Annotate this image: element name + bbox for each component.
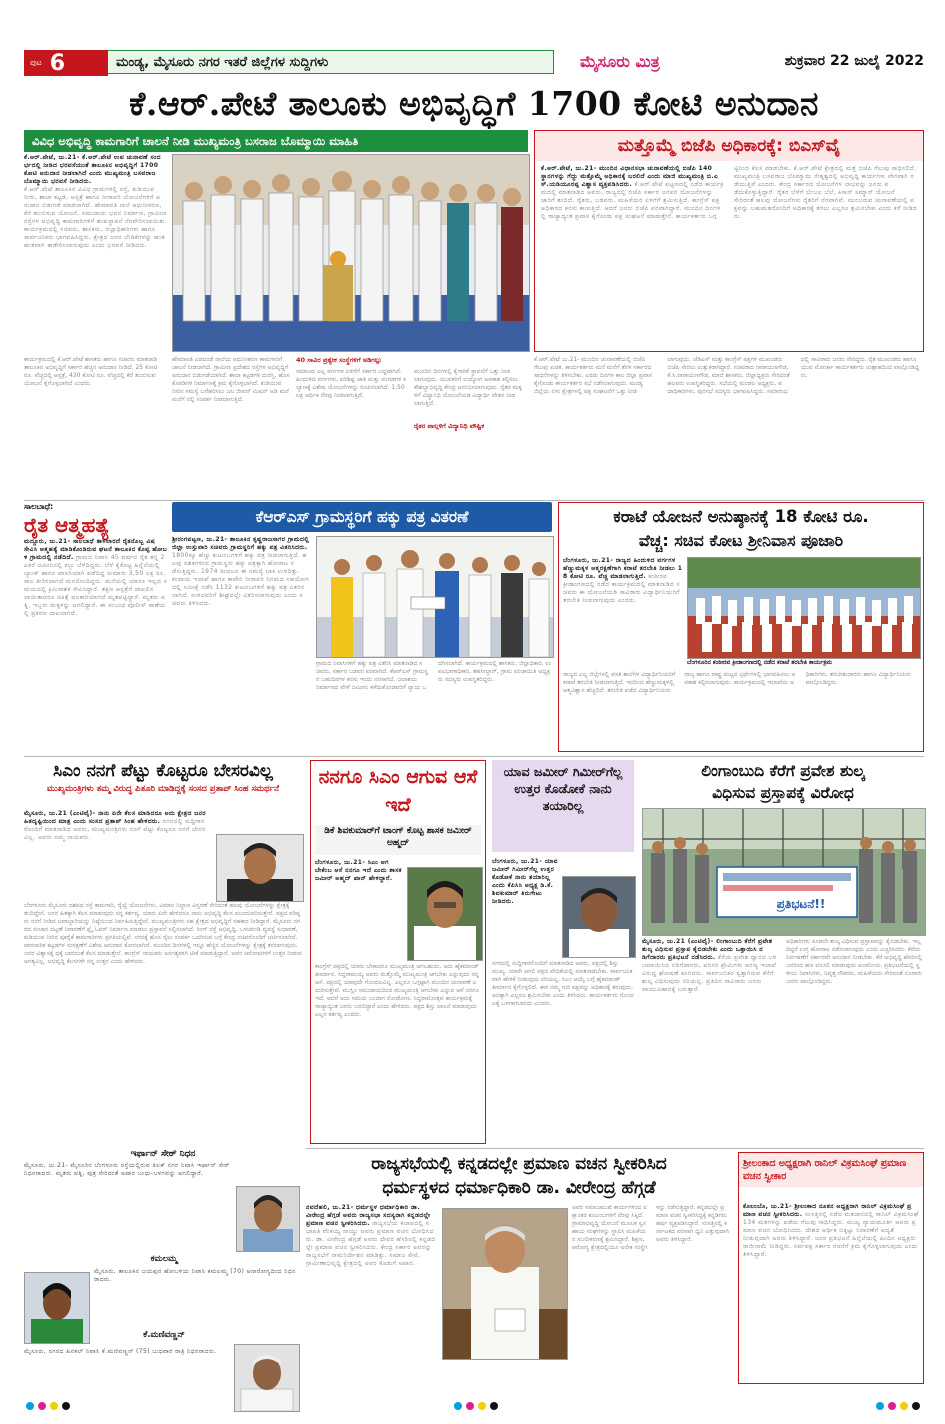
obit-irfan-title: ಇರ್ಫಾನ್ ಸೇಠ್ ನಿಧನ [130,1149,196,1159]
karate-photo-caption: ಬೆಂಗಳೂರಿನ ಕಂಠೀರವ ಕ್ರೀಡಾಂಗಣದಲ್ಲಿ ನಡೆದ ಕರಾಟೆ ತರಬೇತಿ ಕಾರ್ಯಕ್ರಮ [687,659,832,666]
cm-article [24,760,302,1144]
cm-body: ಮೈಸೂರು, ಜು.21 (ಎಂಟಿವೈ)- ನಾನು ಏನೇ ಕೆಲಸ ಮಾಡಿದರೂ ಅದು ಕ್ಷೇತ್ರದ ಜನರ ಹಿತದೃಷ್ಟಿಯಿಂದ ಮಾತ್ರ ಎಂದು ಸಂಸದ ಪ್ರತಾಪ್ ಸಿಂಹ ಹೇಳಿದರು. ನಗರದಲ್ಲಿ ಸುದ್ದಿಗಾರರೊಂದಿಗೆ ಮಾತನಾಡಿದ ಅವರು, ಮುಖ್ಯಮಂತ್ರಿಗಳು ನನಗೆ ಪೆಟ್ಟು ಕೊಟ್ಟರೂ ನನಗೆ ಬೇಸರವಿಲ್ಲ. ಅವರು ನಮ್ಮ ನಾಯಕರು. [24,810,206,841]
farmer-kicker: ಸಾಲಬಾಧೆ: [24,502,54,511]
page-label: ಪುಟ [30,58,42,67]
obit-kamalamma-text: ಮೈಸೂರು, ತಾಲೂಕಿನ ಜಯಪುರ ಹೋಬಳಿಯ ನಿವಾಸಿ ಕಮಲಮ್ಮ (70) ಅನಾರೋಗ್ಯದಿಂದ ನಿಧನರಾದರು. [94,1268,296,1283]
karate-body-bottom: ರಾಜ್ಯದ ಎಲ್ಲ ಜಿಲ್ಲೆಗಳಲ್ಲಿ ವಸತಿ ಶಾಲೆಗಳ ವಿದ್ಯಾರ್ಥಿನಿಯರಿಗೆ ಕರಾಟೆ ತರಬೇತಿ ನೀಡಲಾಗುತ್ತಿದೆ. ಇದರಿಂದ ಹೆಣ್ಣುಮಕ್ಕಳಲ್ಲಿ ಆತ್ಮವಿಶ್ವಾಸ ಹೆಚ್ಚಲಿದೆ. ತರಬೇತಿ ಪಡೆದ ವಿದ್ಯಾರ್ಥಿನಿಯರು ರಾಜ್ಯ ಹಾಗೂ ರಾಷ್ಟ್ರ ಮಟ್ಟದ ಸ್ಪರ್ಧೆಗಳಲ್ಲಿ ಭಾಗವಹಿಸಲು ಅವಕಾಶ ಕಲ್ಪಿಸಲಾಗುವುದು. ಕಾರ್ಯಕ್ರಮದಲ್ಲಿ ಇಲಾಖೆಯ ಅಧಿಕಾರಿಗಳು, ತರಬೇತುದಾರರು ಹಾಗೂ ವಿದ್ಯಾರ್ಥಿನಿಯರು ಪಾಲ್ಗೊಂಡಿದ್ದರು. [563,671,912,694]
zameer-body: ಬೆಂಗಳೂರು, ಜು.21- ಯಾವ ಜಮೀರ್ ಗಿಮೀರ್‌ಗೆಲ್ಲ ಉತ್ತರ ಕೊಡೋಕೆ ನಾನು ತಯಾರಿಲ್ಲ ಎಂದು ಕೆಪಿಸಿಸಿ ಅಧ್ಯಕ್ಷ ಡಿ.ಕೆ.ಶಿವಕುಮಾರ್ ತಿರುಗೇಟು ನೀಡಿದರು. [492,858,558,905]
page-number-box [24,50,108,76]
krs-body-right: ಗ್ರಾಮದ ನಿವಾಸಿಗಳಿಗೆ ಹಕ್ಕು ಪತ್ರ ವಿತರಿಸಿ ಮಾತನಾಡಿದ ಸಚಿವರು, ಸರ್ಕಾರ ಬಡವರ ಪರವಾಗಿದೆ. ಕೆಆರ್‌ಎಸ್ ಗ್ರಾಮಸ್ಥರ ಬಹುದಿನಗಳ ಕನಸು ಇಂದು ನನಸಾಗಿದೆ. ಜಲಾಶಯ ನಿರ್ಮಾಣದ ವೇಳೆ ಜಮೀನು ಕಳೆದುಕೊಂಡವರಿಗೆ ನ್ಯಾಯ ಒದಗಿಸಲಾಗಿದೆ. ಕಾರ್ಯಕ್ರಮದಲ್ಲಿ ಶಾಸಕರು, ಜಿಲ್ಲಾಧಿಕಾರಿ, ಉಪವಿಭಾಗಾಧಿಕಾರಿ, ತಹಸೀಲ್ದಾರ್, ಗ್ರಾಮ ಪಂಚಾಯಿತಿ ಅಧ್ಯಕ್ಷರು ಸದಸ್ಯರು ಉಪಸ್ಥಿತರಿದ್ದರು. [316,660,552,691]
lanka-headline: ಶ್ರೀಲಂಕಾದ ಅಧ್ಯಕ್ಷರಾಗಿ ರಾನಿಲ್ ವಿಕ್ರಮಸಿಂಘೆ ಪ್ರಮಾಣ ವಚನ ಸ್ವೀಕಾರ [739,1153,923,1187]
krs-headline: ಕೆಆರ್‌ಎಸ್ ಗ್ರಾಮಸ್ಥರಿಗೆ ಹಕ್ಕು ಪತ್ರ ವಿತರಣೆ [172,502,552,532]
zameer-headline: ಯಾವ ಜಮೀರ್ ಗಿಮೀರ್‌ಗೆಲ್ಲ ಉತ್ತರ ಕೊಡೋಕೆ ನಾನು ತಯಾರಿಲ್ಲ [492,760,634,852]
lake-protest-photo [643,809,925,935]
lead-body-column [24,154,168,350]
lanka-article [738,1152,924,1384]
bsy-body: ಕೆ.ಆರ್.ಪೇಟೆ, ಜು.21- ಮುಂದಿನ ವಿಧಾನಸಭಾ ಚುನಾವಣೆಯಲ್ಲಿ ಬಿಜೆಪಿ 140 ಸ್ಥಾನಗಳನ್ನು ಗೆದ್ದು ಮತ್ತೊಮ್ಮೆ ಅಧಿಕಾರಕ್ಕೆ ಬರಲಿದೆ ಎಂದು ಮಾಜಿ ಮುಖ್ಯಮಂತ್ರಿ ಬಿ.ಎಸ್.ಯಡಿಯೂರಪ್ಪ ವಿಶ್ವಾಸ ವ್ಯಕ್ತಪಡಿಸಿದರು. ಕೆ.ಆರ್.ಪೇಟೆ ಪಟ್ಟಣದಲ್ಲಿ ನಡೆದ ಕಾರ್ಯಕ್ರಮದಲ್ಲಿ ಮಾತನಾಡಿದ ಅವರು, ರಾಜ್ಯದಲ್ಲಿ ಬಿಜೆಪಿ ಸರ್ಕಾರ ಜನಪರ ಯೋಜನೆಗಳನ್ನು ಜಾರಿಗೆ ತಂದಿದೆ. ರೈತರು, ಬಡವರು, ಮಹಿಳೆಯರ ಏಳಿಗೆಗೆ ಶ್ರಮಿಸುತ್ತಿದೆ. ಕಾಂಗ್ರೆಸ್ ಪಕ್ಷ ಅಧಿಕಾರದ ಕನಸು ಕಾಣುತ್ತಿದೆ. ಆದರೆ ಜನರು ಬಿಜೆಪಿ ಪರವಾಗಿದ್ದಾರೆ. ಮುಂದಿನ ದಿನಗಳಲ್ಲಿ ರಾಜ್ಯಾದ್ಯಂತ ಪ್ರವಾಸ ಕೈಗೊಂಡು ಪಕ್ಷ ಸಂಘಟನೆ ಮಾಡುತ್ತೇನೆ. ಕಾರ್ಯಕರ್ತರು ಒಗ್ಗಟ್ಟಿನಿಂದ ಕೆಲಸ ಮಾಡಬೇಕು. ಕೆ.ಆರ್.ಪೇಟೆ ಕ್ಷೇತ್ರದಲ್ಲಿ ಮತ್ತೆ ಬಿಜೆಪಿ ಗೆಲುವು ಸಾಧಿಸಲಿದೆ. ಮುಖ್ಯಮಂತ್ರಿ ಬಸವರಾಜ ಬೊಮ್ಮಾಯಿ ನೇತೃತ್ವದಲ್ಲಿ ಅಭಿವೃದ್ಧಿ ಕಾರ್ಯಗಳು ವೇಗವಾಗಿ ನಡೆಯುತ್ತಿವೆ ಎಂದರು. ಕೇಂದ್ರ ಸರ್ಕಾರದ ಯೋಜನೆಗಳ ಲಾಭವನ್ನು ಜನರು ಪಡೆದುಕೊಳ್ಳುತ್ತಿದ್ದಾರೆ. ರೈತರ ಬೆಳೆಗೆ ಬೆಂಬಲ ಬೆಲೆ, ಕಿಸಾನ್ ಸಮ್ಮಾನ್ ಯೋಜನೆ ಸೇರಿದಂತೆ ಹಲವು ಯೋಜನೆಗಳು ರೈತರಿಗೆ ನೆರವಾಗಿವೆ. ಮುಂಬರುವ ಚುನಾವಣೆಯಲ್ಲಿ ಪಕ್ಷವನ್ನು ಬಹುಮತದೊಂದಿಗೆ ಅಧಿಕಾರಕ್ಕೆ ತರಲು ಎಲ್ಲರೂ ಶ್ರಮಿಸಬೇಕು ಎಂದು ಕರೆ ನೀಡಿದರು. [541,165,917,220]
obit-kamalamma-photo [24,1272,90,1344]
divider-row1 [24,500,924,501]
lake-headline: ಲಿಂಗಾಂಬುದಿ ಕೆರೆಗೆ ಪ್ರವೇಶ ಶುಲ್ಕ [701,762,865,780]
lead-photo-image [173,155,529,351]
oath-photo [442,1208,568,1360]
lake-article [642,760,924,1144]
dks-body: ಬೆಂಗಳೂರು, ಜು.21- ಸಿಎಂ ಆಗಬೇಕೆಂಬ ಆಸೆ ನನಗೂ ಇದೆ ಎಂದು ಶಾಸಕ ಜಮೀರ್ ಅಹ್ಮದ್ ಖಾನ್ ಹೇಳಿದ್ದಾರೆ. [315,859,402,882]
lead-continuation-col4: ಮುಂದಿನ ದಿನಗಳಲ್ಲಿ ಕೈಗಾರಿಕೆ ಸ್ಥಾಪನೆಗೆ ಒತ್ತು ನೀಡಲಾಗುವುದು. ಯುವಕರಿಗೆ ಉದ್ಯೋಗ ಅವಕಾಶ ಕಲ್ಪಿಸಲು ಕೌಶಲ್ಯಾಭಿವೃದ್ಧಿ ಕೇಂದ್ರ ಆರಂಭಿಸಲಾಗುವುದು. ರೈತರ ಮಕ್ಕಳಿಗೆ ವಿದ್ಯಾನಿಧಿ ಯೋಜನೆಯಡಿ ವಿದ್ಯಾರ್ಥಿ ವೇತನ ನೀಡಲಾಗುತ್ತಿದೆ. [414,368,522,407]
dk-shivakumar-photo [563,877,635,957]
krs-body-left: ಶ್ರೀರಂಗಪಟ್ಟಣ, ಜು.21- ತಾಲೂಕಿನ ಕೃಷ್ಣರಾಜಸಾಗರ ಗ್ರಾಮದಲ್ಲಿ ಜಿಲ್ಲಾ ಉಸ್ತುವಾರಿ ಸಚಿವರು ಗ್ರಾಮಸ್ಥರಿಗೆ ಹಕ್ಕು ಪತ್ರ ವಿತರಿಸಿದರು. 1800ಕ್ಕೂ ಹೆಚ್ಚು ಕುಟುಂಬಗಳಿಗೆ ಹಕ್ಕು ಪತ್ರ ನೀಡಲಾಗುತ್ತಿದೆ. ಹಲವು ದಶಕಗಳಿಂದ ಗ್ರಾಮಸ್ಥರು ಹಕ್ಕು ಪತ್ರಕ್ಕಾಗಿ ಹೋರಾಟ ನಡೆಸುತ್ತಿದ್ದರು. 1974 ರಿಂದಲೂ ಈ ಸಮಸ್ಯೆ ಬಾಕಿ ಉಳಿದಿತ್ತು. ಕಂದಾಯ ಇಲಾಖೆ ಹಾಗೂ ಕಾವೇರಿ ನೀರಾವರಿ ನಿಗಮದ ಸಹಯೋಗದಲ್ಲಿ ಸಮೀಕ್ಷೆ ನಡೆಸಿ 1132 ಕುಟುಂಬಗಳಿಗೆ ಹಕ್ಕು ಪತ್ರ ವಿತರಿಸಲಾಗಿದೆ. ಉಳಿದವರಿಗೆ ಶೀಘ್ರದಲ್ಲೇ ವಿತರಿಸಲಾಗುವುದು ಎಂದು ಸಚಿವರು ತಿಳಿಸಿದರು. [172,536,310,607]
karate-article [558,502,924,752]
lake-body: ಮೈಸೂರು, ಜು.21 (ಎಂಟಿವೈ)- ಲಿಂಗಾಂಬುದಿ ಕೆರೆಗೆ ಪ್ರವೇಶ ಶುಲ್ಕ ವಿಧಿಸುವ ಪ್ರಸ್ತಾಪ ಕೈಬಿಡಬೇಕು ಎಂದು ಒತ್ತಾಯಿಸಿ ನಡಿಗೆದಾರರು ಪ್ರತಿಭಟನೆ ನಡೆಸಿದರು. ಕೆರೆಯ ಪ್ರವೇಶ ದ್ವಾರದ ಬಳಿ ಜಮಾಯಿಸಿದ ನಡಿಗೆದಾರರು, ಪರಿಸರ ಪ್ರೇಮಿಗಳು ಅರಣ್ಯ ಇಲಾಖೆ ವಿರುದ್ಧ ಘೋಷಣೆ ಕೂಗಿದರು. ಸಾರ್ವಜನಿಕರ ಸ್ವತ್ತಾಗಿರುವ ಕೆರೆಗೆ ಶುಲ್ಕ ವಿಧಿಸುವುದು ಸರಿಯಲ್ಲ. ಪ್ರತಿದಿನ ಸಾವಿರಾರು ಜನರು ವಾಯುವಿಹಾರಕ್ಕೆ ಬರುತ್ತಾರೆ. [642,938,777,993]
oath-body-right: ಅವರ ಸಮಾಜಮುಖಿ ಕಾರ್ಯಗಳಿಂದ ಲಕ್ಷಾಂತರ ಕುಟುಂಬಗಳಿಗೆ ನೆರವು ಸಿಕ್ಕಿದೆ. ಗ್ರಾಮಾಭಿವೃದ್ಧಿ ಯೋಜನೆ ಮೂಲಕ ಸ್ವಸಹಾಯ ಸಂಘಗಳನ್ನು ಸ್ಥಾಪಿಸಿ ಮಹಿಳೆಯರ ಸಬಲೀಕರಣಕ್ಕೆ ಶ್ರಮಿಸಿದ್ದಾರೆ. ಶಿಕ್ಷಣ, ಆರೋಗ್ಯ ಕ್ಷೇತ್ರದಲ್ಲಿಯೂ ಅನೇಕ ಸಂಸ್ಥೆಗಳನ್ನು ನಡೆಸುತ್ತಿದ್ದಾರೆ. ಕನ್ನಡದಲ್ಲೇ ಪ್ರಮಾಣ ವಚನ ಸ್ವೀಕರಿಸಿದ್ದಕ್ಕೆ ಕನ್ನಡಿಗರು ಹರ್ಷ ವ್ಯಕ್ತಪಡಿಸಿದ್ದಾರೆ. ಸಂಸತ್ತಿನಲ್ಲಿ ಕರ್ನಾಟಕದ ಪರವಾಗಿ ಧ್ವನಿ ಎತ್ತುವುದಾಗಿ ಅವರು ತಿಳಿಸಿದ್ದಾರೆ. [572,1204,729,1251]
lead-subsection-title: ರೈತರ ಪಾಲ್ಗಳಿಗೆ ವಿದ್ಯಾನಿಧಿ ಪೌಷ್ಟಿಕ [414,422,485,430]
obit-irfan-photo [236,1186,300,1252]
issue-date: ಶುಕ್ರವಾರ 22 ಜುಲೈ 2022 [784,53,924,69]
veerendra-heggade-photo [443,1209,567,1359]
farmer-article [24,502,168,752]
bsy-headline: ಮತ್ತೊಮ್ಮೆ ಬಿಜೆಪಿ ಅಧಿಕಾರಕ್ಕೆ: ಬಿಎಸ್‌ವೈ [535,131,923,161]
masthead: ಮೈಸೂರು ಮಿತ್ರ [580,52,660,71]
lead-body-text: ಕೆ.ಆರ್.ಪೇಟೆ ತಾಲೂಕಿನ ವಿವಿಧ ಗ್ರಾಮಗಳಲ್ಲಿ ರಸ್ತೆ, ಕುಡಿಯುವ ನೀರು, ಶಾಲಾ ಕಟ್ಟಡ, ಆಸ್ಪತ್ರೆ ಹಾಗೂ ನೀರಾವರಿ ಯೋಜನೆಗಳಿಗೆ ಅನುದಾನ ಬಿಡುಗಡೆ ಮಾಡಲಾಗಿದೆ. ಹೇಮಾವತಿ ನಾಲೆ ಆಧುನೀಕರಣ, ಕೆರೆ ತುಂಬಿಸುವ ಯೋಜನೆ, ಸಮುದಾಯ ಭವನ ನಿರ್ಮಾಣ, ಗ್ರಾಮೀಣ ರಸ್ತೆಗಳ ಅಭಿವೃದ್ಧಿ ಕಾಮಗಾರಿಗಳಿಗೆ ಶಂಕುಸ್ಥಾಪನೆ ನೆರವೇರಿಸಲಾಯಿತು. ಕಾರ್ಯಕ್ರಮದಲ್ಲಿ ಸಚಿವರು, ಶಾಸಕರು, ಜಿಲ್ಲಾಧಿಕಾರಿಗಳು ಹಾಗೂ ಸಾರ್ವಜನಿಕರು ಭಾಗವಹಿಸಿದ್ದರು. ಕ್ಷೇತ್ರದ ಜನರ ಬೇಡಿಕೆಗಳನ್ನು ಹಂತ ಹಂತವಾಗಿ ಈಡೇರಿಸಲಾಗುವುದು ಎಂದು ಭರವಸೆ ನೀಡಿದರು. [24,186,168,249]
cm-subhead: ಮುಖ್ಯಮಂತ್ರಿಗಳು ತಮ್ಮ ವಿರುದ್ಧ ಪಿತೂರಿ ಮಾಡಿದ್ದಕ್ಕೆ ಸಂಸದ ಪ್ರತಾಪ್ ಸಿಂಹ ಸಮರ್ಥನೆ [46,784,280,794]
lake-headline-2: ವಿಧಿಸುವ ಪ್ರಸ್ತಾಪಕ್ಕೆ ವಿರೋಧ [712,784,854,802]
divider-row2 [24,756,924,757]
lead-headline: ಕೆ.ಆರ್.ಪೇಟೆ ತಾಲೂಕು ಅಭಿವೃದ್ಧಿಗೆ 1700 ಕೋಟಿ ಅನುದಾನ [129,84,819,123]
dks-photo [562,876,636,958]
obit-manivannan-text: ಮೈಸೂರು, ನಗರದ ಹಿನಕಲ್ ನಿವಾಸಿ ಕೆ.ಮಣಿವಣ್ಣನ್ (75) ಬುಧವಾರ ರಾತ್ರಿ ನಿಧನರಾದರು. [24,1348,217,1355]
lead-continuation-col1: ಕಾರ್ಯಕ್ರಮದಲ್ಲಿ ಕೆ.ಆರ್.ಪೇಟೆ ಶಾಸಕರು ಹಾಗೂ ಸಚಿವರು ಮಾತನಾಡಿ ತಾಲೂಕಿನ ಅಭಿವೃದ್ಧಿಗೆ ಸರ್ಕಾರ ಹೆಚ್ಚಿನ ಅನುದಾನ ನೀಡಿದೆ. 25 ಕೋಟಿ ರೂ. ವೆಚ್ಚದಲ್ಲಿ ಆಸ್ಪತ್ರೆ, 430 ಕೋಟಿ ರೂ. ವೆಚ್ಚದಲ್ಲಿ ಕೆರೆ ತುಂಬಿಸುವ ಯೋಜನೆ ಕೈಗೊಳ್ಳಲಾಗಿದೆ ಎಂದರು. [24,356,158,387]
karate-headline: ಕರಾಟೆ ಯೋಜನೆ ಅನುಷ್ಠಾನಕ್ಕೆ 18 ಕೋಟಿ ರೂ. [613,507,869,526]
lead-photo [172,154,530,352]
zameer-photo [407,867,483,961]
cm-headline: ಸಿಎಂ ನನಗೆ ಪೆಟ್ಟು ಕೊಟ್ಟರೂ ಬೇಸರವಿಲ್ಲ [53,761,273,781]
cm-photo [216,834,304,902]
dks-body-continued: ಕಾಂಗ್ರೆಸ್ ಪಕ್ಷದಲ್ಲಿ ಯಾರು ಬೇಕಾದರೂ ಮುಖ್ಯಮಂತ್ರಿ ಆಗಬಹುದು. ಅದು ಹೈಕಮಾಂಡ್ ತೀರ್ಮಾನ. ಸಿದ್ದರಾಮಯ್ಯ ಅವರು ಮತ್ತೊಮ್ಮೆ ಮುಖ್ಯಮಂತ್ರಿ ಆಗಬೇಕು ಎನ್ನುವುದು ನನ್ನ ಆಸೆ. ಪಕ್ಷದಲ್ಲಿ ಯಾವುದೇ ಗೊಂದಲವಿಲ್ಲ. ಎಲ್ಲರೂ ಒಗ್ಗಟ್ಟಾಗಿ ಮುಂದಿನ ಚುನಾವಣೆ ಎದುರಿಸುತ್ತೇವೆ. ಮುಸ್ಲಿಂ ಸಮುದಾಯದಿಂದ ಮುಖ್ಯಮಂತ್ರಿ ಆಗಬೇಕು ಎನ್ನುವ ಆಸೆ ನನಗೂ ಇದೆ. ಆದರೆ ಅದು ಸಮಯ ಬಂದಾಗ ನೋಡೋಣ. ಸಿದ್ದರಾಮೋತ್ಸವ ಕಾರ್ಯಕ್ರಮಕ್ಕೆ ರಾಜ್ಯಾದ್ಯಂತ ಜನರು ಬರಲಿದ್ದಾರೆ ಎಂದು ಹೇಳಿದರು. ಪಕ್ಷದ ಶಿಸ್ತು ಪಾಲನೆ ಮಾಡುವುದು ಎಲ್ಲರ ಕರ್ತವ್ಯ ಎಂದರು. [315,963,480,1018]
pratap-simha-photo [217,835,303,901]
obit-irfan-text: ಮೈಸೂರು, ಜು.21- ಮೈಸೂರಿನ ಬೆಂಗಳೂರು ರಸ್ತೆಯಲ್ಲಿರುವ ತಿಲಕ್ ನಗರ ನಿವಾಸಿ ಇರ್ಫಾನ್ ಸೇಠ್ ನಿಧನರಾದರು. ಮೃತರು ಪತ್ನಿ, ಪುತ್ರ ಸೇರಿದಂತೆ ಅಪಾರ ಬಂಧು-ಬಳಗವನ್ನು ಅಗಲಿದ್ದಾರೆ. [24,1162,230,1177]
zameer-article [492,760,634,1144]
lake-body-right: ಅಧಿಕಾರಿಗಳು ಕೂಡಲೇ ಶುಲ್ಕ ವಿಧಿಸುವ ಪ್ರಸ್ತಾಪವನ್ನು ಕೈಬಿಡಬೇಕು. ಇಲ್ಲದಿದ್ದರೆ ಉಗ್ರ ಹೋರಾಟ ನಡೆಸಲಾಗುವುದು ಎಂದು ಎಚ್ಚರಿಸಿದರು. ಕೆರೆಯ ನಿರ್ವಹಣೆಗೆ ಸರ್ಕಾರವೇ ಅನುದಾನ ನೀಡಬೇಕು. ಕೆರೆ ಅಭಿವೃದ್ಧಿ ಹೆಸರಿನಲ್ಲಿ ಜನರಿಂದ ಹಣ ವಸೂಲಿ ಮಾಡುವುದು ಖಂಡನೀಯ. ಪ್ರತಿಭಟನೆಯಲ್ಲಿ ಸ್ಥಳೀಯ ನಿವಾಸಿಗಳು, ನಿವೃತ್ತ ನೌಕರರು, ಮಹಿಳೆಯರು ಸೇರಿದಂತೆ ನೂರಾರು ಜನರು ಪಾಲ್ಗೊಂಡಿದ್ದರು. [786,938,923,985]
lead-subhead: ವಿವಿಧ ಅಭಿವೃದ್ಧಿ ಕಾಮಗಾರಿಗೆ ಚಾಲನೆ ನೀಡಿ ಮುಖ್ಯಮಂತ್ರಿ ಬಸರಾಜ ಬೊಮ್ಮಾಯಿ ಮಾಹಿತಿ [24,130,528,152]
krs-photo-image [317,537,553,657]
lead-continuation-col2: ಹೇಮಾವತಿ ಎಡದಂಡೆ ನಾಲೆಯ ಆಧುನೀಕರಣ ಕಾಮಗಾರಿಗೆ ಚಾಲನೆ ನೀಡಲಾಗಿದೆ. ಗ್ರಾಮೀಣ ಪ್ರದೇಶದ ರಸ್ತೆಗಳ ಅಭಿವೃದ್ಧಿಗೆ ಅನುದಾನ ಬಿಡುಗಡೆಯಾಗಿದೆ. ಶಾಲಾ ಕಟ್ಟಡಗಳ ದುರಸ್ತಿ, ಹೊಸ ಕೊಠಡಿಗಳ ನಿರ್ಮಾಣಕ್ಕೆ ಕ್ರಮ ಕೈಗೊಳ್ಳಲಾಗಿದೆ. ಕುಡಿಯುವ ನೀರಿನ ಸಮಸ್ಯೆ ಬಗೆಹರಿಸಲು ಜಲ ಜೀವನ್ ಮಿಷನ್ ಅಡಿ ಮನೆ ಮನೆಗೆ ನಲ್ಲಿ ಸಂಪರ್ಕ ನೀಡಲಾಗುತ್ತಿದೆ. [172,356,290,403]
oath-headline-2: ಧರ್ಮಸ್ಥಳದ ಧರ್ಮಾಧಿಕಾರಿ ಡಾ. ವೀರೇಂದ್ರ ಹೆಗ್ಗಡೆ [382,1178,656,1198]
karate-photo-image [688,558,920,658]
karate-photo [687,557,921,659]
oath-body-left: ನವದೆಹಲಿ, ಜು.21- ಧರ್ಮಸ್ಥಳ ಧರ್ಮಾಧಿಕಾರಿ ಡಾ. ವೀರೇಂದ್ರ ಹೆಗ್ಗಡೆ ಅವರು ರಾಜ್ಯಸಭಾ ಸದಸ್ಯರಾಗಿ ಕನ್ನಡದಲ್ಲೇ ಪ್ರಮಾಣ ವಚನ ಸ್ವೀಕರಿಸಿದರು. ರಾಜ್ಯಸಭೆಯ ಕಲಾಪದಲ್ಲಿ ಸಭಾಪತಿ ವೆಂಕಯ್ಯ ನಾಯ್ಡು ಅವರು ಪ್ರಮಾಣ ವಚನ ಬೋಧಿಸಿದರು. ಡಾ. ವೀರೇಂದ್ರ ಹೆಗ್ಗಡೆ ಅವರು ದೇವರ ಹೆಸರಿನಲ್ಲಿ ಕನ್ನಡದಲ್ಲೇ ಪ್ರಮಾಣ ವಚನ ಸ್ವೀಕರಿಸಿದರು. ಕೇಂದ್ರ ಸರ್ಕಾರ ಅವರನ್ನು ರಾಜ್ಯಸಭೆಗೆ ನಾಮನಿರ್ದೇಶನ ಮಾಡಿತ್ತು. ಸಮಾಜ ಸೇವೆ, ಗ್ರಾಮೀಣಾಭಿವೃದ್ಧಿ ಕ್ಷೇತ್ರದಲ್ಲಿ ಅವರ ಕೊಡುಗೆ ಅಪಾರ. [306,1204,436,1267]
lead-dateline: ಕೆ.ಆರ್.ಪೇಟೆ, ಜು.21- ಕೆ.ಆರ್.ಪೇಟೆ ಉಪ ಚುನಾವಣೆ ಸಂದರ್ಭದಲ್ಲಿ ನೀಡಿದ ಭರವಸೆಯಂತೆ ತಾಲೂಕಿನ ಅಭಿವೃದ್ಧಿಗೆ 1700 ಕೋಟಿ ಅನುದಾನ ನೀಡಲಾಗಿದೆ ಎಂದು ಮುಖ್ಯಮಂತ್ರಿ ಬಸವರಾಜ ಬೊಮ್ಮಾಯಿ ಭರವಸೆ ನೀಡಿದರು. [24,154,161,185]
lake-photo [642,808,926,936]
newspaper-page [24,44,924,1414]
dks-subhead: ಡಿಕೆ ಶಿವಕುಮಾರ್‌ಗೆ ಟಾಂಗ್ ಕೊಟ್ಟ ಶಾಸಕ ಜಮೀರ್ ಅಹ್ಮದ್ [315,825,481,855]
krs-photo [316,536,554,658]
lake-banner-text: ಪ್ರತಿಭಟನೆ!! [776,897,826,911]
karate-headline-2: ವೆಚ್ಚ: ಸಚಿವ ಕೋಟ ಶ್ರೀನಿವಾಸ ಪೂಜಾರಿ [638,531,844,550]
karate-body-left: ಬೆಂಗಳೂರು, ಜು.21- ರಾಜ್ಯದ ಹಿಂದುಳಿದ ವರ್ಗಗಳ ಹೆಣ್ಣುಮಕ್ಕಳ ಆತ್ಮರಕ್ಷಣೆಗಾಗಿ ಕರಾಟೆ ತರಬೇತಿ ನೀಡಲು 18 ಕೋಟಿ ರೂ. ವೆಚ್ಚ ಮಾಡಲಾಗುತ್ತಿದೆ. ಕಂಠೀರವ ಕ್ರೀಡಾಂಗಣದಲ್ಲಿ ನಡೆದ ಕಾರ್ಯಕ್ರಮದಲ್ಲಿ ಮಾತನಾಡಿದ ಸಚಿವರು ಈ ಯೋಜನೆಯಡಿ ಸಾವಿರಾರು ವಿದ್ಯಾರ್ಥಿನಿಯರಿಗೆ ತರಬೇತಿ ನೀಡಲಾಗುವುದು ಎಂದರು. [563,557,683,604]
farmer-body: ಮದ್ದೂರು, ಜು.21- ಸಾಲಬಾಧೆ ತಾಳಲಾರದೆ ರೈತನೊಬ್ಬ ವಿಷ ಸೇವಿಸಿ ಆತ್ಮಹತ್ಯೆ ಮಾಡಿಕೊಂಡಿರುವ ಘಟನೆ ತಾಲೂಕಿನ ಕೊಪ್ಪ ಹೋಬಳಿ ಗ್ರಾಮದಲ್ಲಿ ನಡೆದಿದೆ. ಗ್ರಾಮದ ನಿವಾಸಿ 45 ವರ್ಷದ ರೈತ ತನ್ನ 2 ಎಕರೆ ಜಮೀನಿನಲ್ಲಿ ಕಬ್ಬು ಬೆಳೆದಿದ್ದರು. ಬೆಳೆ ಕೈಕೊಟ್ಟ ಹಿನ್ನೆಲೆಯಲ್ಲಿ ಬ್ಯಾಂಕ್ ಹಾಗೂ ಖಾಸಗಿಯಾಗಿ ಪಡೆದಿದ್ದ ಸುಮಾರು 3,50 ಲಕ್ಷ ರೂ. ಸಾಲ ತೀರಿಸಲಾಗದೆ ಮನನೊಂದಿದ್ದರು. ಮನೆಯಲ್ಲಿ ಯಾರೂ ಇಲ್ಲದ ಸಮಯದಲ್ಲಿ ಕ್ರಿಮಿನಾಶಕ ಸೇವಿಸಿದ್ದಾರೆ. ತಕ್ಷಣ ಆಸ್ಪತ್ರೆಗೆ ದಾಖಲಿಸಲಾಯಿತಾದರೂ ಚಿಕಿತ್ಸೆ ಫಲಕಾರಿಯಾಗದೆ ಮೃತಪಟ್ಟಿದ್ದಾರೆ. ಮೃತರು ಪತ್ನಿ, ಇಬ್ಬರು ಮಕ್ಕಳನ್ನು ಅಗಲಿದ್ದಾರೆ. ಈ ಸಂಬಂಧ ಪೊಲೀಸ್ ಠಾಣೆಯಲ್ಲಿ ಪ್ರಕರಣ ದಾಖಲಾಗಿದೆ. [24,538,168,617]
obit-manivannan-title: ಕೆ.ಮಣಿವಣ್ಣನ್ [143,1330,185,1340]
lead-continuation-col3: ಸಮಾಜದ ಎಲ್ಲ ವರ್ಗಗಳ ಏಳಿಗೆಗೆ ಸರ್ಕಾರ ಬದ್ಧವಾಗಿದೆ. ಹಿಂದುಳಿದ ವರ್ಗಗಳು, ಪರಿಶಿಷ್ಟ ಜಾತಿ ಮತ್ತು ಪಂಗಡಗಳ ಕಲ್ಯಾಣಕ್ಕೆ ವಿಶೇಷ ಯೋಜನೆಗಳನ್ನು ರೂಪಿಸಲಾಗಿದೆ. 1,50 ಲಕ್ಷ ಆರ್ಥಿಕ ನೆರವು ನೀಡಲಾಗುತ್ತಿದೆ. [296,368,406,399]
farmer-headline: ರೈತ ಆತ್ಮಹತ್ಯೆ [24,513,110,537]
zameer-cm-article [310,760,486,1144]
bsy-article [534,130,924,352]
oath-article [306,1152,732,1414]
print-registration-marks [24,1402,924,1412]
dks-headline: ನನಗೂ ಸಿಎಂ ಆಗುವ ಆಸೆ ಇದೆ [318,766,478,816]
zameer-body-continued: ನಗರದಲ್ಲಿ ಸುದ್ದಿಗಾರರೊಂದಿಗೆ ಮಾತನಾಡಿದ ಅವರು, ಪಕ್ಷದಲ್ಲಿ ಶಿಸ್ತು ಮುಖ್ಯ. ಯಾರೇ ಆಗಲಿ ಪಕ್ಷದ ವೇದಿಕೆಯಲ್ಲಿ ಮಾತನಾಡಬೇಕು. ಸಾರ್ವಜನಿಕವಾಗಿ ಹೇಳಿಕೆ ನೀಡುವುದು ಸರಿಯಲ್ಲ. ಸಿಎಂ ಆಯ್ಕೆ ಬಗ್ಗೆ ಹೈಕಮಾಂಡ್ ತೀರ್ಮಾನ ಕೈಗೊಳ್ಳಲಿದೆ. ಈಗ ನಮ್ಮ ಗುರಿ ಪಕ್ಷವನ್ನು ಅಧಿಕಾರಕ್ಕೆ ತರುವುದು. ಅದಕ್ಕಾಗಿ ಎಲ್ಲರೂ ಶ್ರಮಿಸಬೇಕು ಎಂದು ತಿಳಿಸಿದರು. ಕಾರ್ಯಕರ್ತರು ಗೊಂದಲಕ್ಕೆ ಒಳಗಾಗಬಾರದು ಎಂದರು. [492,960,634,1007]
oath-headline: ರಾಜ್ಯಸಭೆಯಲ್ಲಿ ಕನ್ನಡದಲ್ಲೇ ಪ್ರಮಾಣ ವಚನ ಸ್ವೀಕರಿಸಿದ [371,1154,667,1174]
page-header [24,44,924,82]
lanka-body: ಕೊಲಂಬೊ, ಜು.21- ಶ್ರೀಲಂಕಾದ ನೂತನ ಅಧ್ಯಕ್ಷರಾಗಿ ರಾನಿಲ್ ವಿಕ್ರಮಸಿಂಘೆ ಪ್ರಮಾಣ ವಚನ ಸ್ವೀಕರಿಸಿದರು. ಸಂಸತ್ತಿನಲ್ಲಿ ನಡೆದ ಮತದಾನದಲ್ಲಿ ರಾನಿಲ್ ವಿಕ್ರಮಸಿಂಘೆ 134 ಮತಗಳನ್ನು ಪಡೆದು ಗೆಲುವು ಸಾಧಿಸಿದ್ದರು. ಮುಖ್ಯ ನ್ಯಾಯಮೂರ್ತಿ ಅವರು ಪ್ರಮಾಣ ವಚನ ಬೋಧಿಸಿದರು. ದೇಶದ ಆರ್ಥಿಕ ಬಿಕ್ಕಟ್ಟು ನಿವಾರಣೆಗೆ ಆದ್ಯತೆ ನೀಡುವುದಾಗಿ ಅವರು ತಿಳಿಸಿದ್ದಾರೆ. ಜನರ ಪ್ರತಿಭಟನೆ ಹಿನ್ನೆಲೆಯಲ್ಲಿ ಹಿಂದಿನ ಅಧ್ಯಕ್ಷರು ರಾಜೀನಾಮೆ ನೀಡಿದ್ದರು. ಸರ್ವಪಕ್ಷ ಸರ್ಕಾರ ರಚನೆಗೆ ಕ್ರಮ ಕೈಗೊಳ್ಳಲಾಗುವುದು ಎಂದು ತಿಳಿಸಿದ್ದಾರೆ. [743,1203,919,1258]
page-number: 6 [49,50,66,76]
obit-kamalamma-title: ಕಮಲಮ್ಮ [150,1254,178,1264]
cm-body-continued: ಬೆಂಗಳೂರು ಮೈಸೂರು ದಶಪಥ ರಸ್ತೆ ಕಾಮಗಾರಿ, ರೈಲ್ವೆ ಯೋಜನೆಗಳು, ವಿಮಾನ ನಿಲ್ದಾಣ ವಿಸ್ತರಣೆ ಸೇರಿದಂತೆ ಹಲವು ಯೋಜನೆಗಳನ್ನು ಕ್ಷೇತ್ರಕ್ಕೆ ತಂದಿದ್ದೇನೆ. ಜನರ ಹಿತಕ್ಕಾಗಿ ಕೆಲಸ ಮಾಡುವುದು ನನ್ನ ಕರ್ತವ್ಯ. ಯಾರು ಏನೇ ಹೇಳಿದರೂ ನಾನು ಅಭಿವೃದ್ಧಿ ಕೆಲಸ ಮುಂದುವರಿಸುತ್ತೇನೆ. ಪಕ್ಷದ ವರಿಷ್ಠರು ನನಗೆ ನೀಡಿದ ಜವಾಬ್ದಾರಿಯನ್ನು ನಿಷ್ಠೆಯಿಂದ ನಿರ್ವಹಿಸುತ್ತಿದ್ದೇನೆ. ಮುಖ್ಯಮಂತ್ರಿಗಳು ಸಹ ಕ್ಷೇತ್ರದ ಅಭಿವೃದ್ಧಿಗೆ ಸಹಕಾರ ನೀಡಿದ್ದಾರೆ. ಮೈಸೂರು ನಗರದ ಸಂಚಾರ ದಟ್ಟಣೆ ನಿವಾರಣೆಗೆ ಫ್ಲೈ ಓವರ್ ನಿರ್ಮಾಣ ಮಾಡಲು ಪ್ರಸ್ತಾವನೆ ಸಲ್ಲಿಸಲಾಗಿದೆ. ರಿಂಗ್ ರಸ್ತೆ ಅಭಿವೃದ್ಧಿ, ಒಳಚರಂಡಿ ವ್ಯವಸ್ಥೆ ಸುಧಾರಣೆ, ಕುಡಿಯುವ ನೀರಿನ ಪೂರೈಕೆ ಕಾಮಗಾರಿಗಳು ಪ್ರಗತಿಯಲ್ಲಿವೆ. ನಗರಕ್ಕೆ ಹೊಸ ರೈಲು ಸಂಪರ್ಕ ಒದಗಿಸುವ ಬಗ್ಗೆ ಕೇಂದ್ರ ಸಚಿವರೊಂದಿಗೆ ಚರ್ಚಿಸಲಾಗಿದೆ. ಪಾರಂಪರಿಕ ಕಟ್ಟಡಗಳ ಸಂರಕ್ಷಣೆಗೆ ವಿಶೇಷ ಅನುದಾನ ಕೋರಲಾಗಿದೆ. ಮುಂದಿನ ದಿನಗಳಲ್ಲಿ ಇನ್ನೂ ಹೆಚ್ಚಿನ ಯೋಜನೆಗಳನ್ನು ಕ್ಷೇತ್ರಕ್ಕೆ ತರಲಾಗುವುದು. ಜನರ ವಿಶ್ವಾಸಕ್ಕೆ ಧಕ್ಕೆ ಬಾರದಂತೆ ಕೆಲಸ ಮಾಡುತ್ತೇನೆ. ಕಾಂಗ್ರೆಸ್ ನಾಯಕರು ಅನಗತ್ಯವಾಗಿ ಟೀಕೆ ಮಾಡುತ್ತಿದ್ದಾರೆ. ಅವರ ಆರೋಪಗಳಿಗೆ ಉತ್ತರ ನೀಡುವ ಅಗತ್ಯವಿಲ್ಲ. ಅಭಿವೃದ್ಧಿ ಕೆಲಸಗಳೇ ನನ್ನ ಉತ್ತರ ಎಂದು ಹೇಳಿದರು. [24,902,302,965]
lead-continuation-col5: ಕೆ.ಆರ್.ಪೇಟೆ ಜು.21- ಮುಂದಿನ ಚುನಾವಣೆಯಲ್ಲಿ ಬಿಜೆಪಿ ಗೆಲುವು ಖಚಿತ. ಕಾರ್ಯಕರ್ತರು ಮನೆ ಮನೆಗೆ ತೆರಳಿ ಸರ್ಕಾರದ ಸಾಧನೆಗಳನ್ನು ತಿಳಿಸಬೇಕು. ಎರಡು ದಿನಗಳ ಕಾಲ ಜಿಲ್ಲಾ ಪ್ರವಾಸ ಕೈಗೊಂಡು ಕಾರ್ಯಕರ್ತರ ಸಭೆ ನಡೆಸಲಾಗುವುದು. ಮಂಡ್ಯ ಜಿಲ್ಲೆಯ ಏಳು ಕ್ಷೇತ್ರಗಳಲ್ಲಿ ಪಕ್ಷ ಸಂಘಟನೆಗೆ ಒತ್ತು ನೀಡಲಾಗುವುದು. ಜೆಡಿಎಸ್ ಮತ್ತು ಕಾಂಗ್ರೆಸ್ ಪಕ್ಷಗಳ ಮುಖಂಡರು ಬಿಜೆಪಿ ಸೇರಲು ಉತ್ಸುಕರಾಗಿದ್ದಾರೆ. ಸಚಿವರಾದ ನಾರಾಯಣಗೌಡ, ಕೆ.ಸಿ.ನಾರಾಯಣಗೌಡ, ಮಾಜಿ ಶಾಸಕರು, ಜಿಲ್ಲಾಧ್ಯಕ್ಷರು ಸೇರಿದಂತೆ ಹಲವರು ಉಪಸ್ಥಿತರಿದ್ದರು. ಸಭೆಯಲ್ಲಿ ಮಂಡಲ ಅಧ್ಯಕ್ಷರು, ಪದಾಧಿಕಾರಿಗಳು, ಪುರಸಭೆ ಸದಸ್ಯರು ಭಾಗವಹಿಸಿದ್ದರು. ಸಮಾರಂಭದಲ್ಲಿ ಸಾವಿರಾರು ಜನರು ಸೇರಿದ್ದರು. ರೈತ ಮುಖಂಡರು ಹಾಗೂ ಯುವ ಮೋರ್ಚಾ ಕಾರ್ಯಕರ್ತರು ಉತ್ಸಾಹದಿಂದ ಪಾಲ್ಗೊಂಡಿದ್ದರು. [534,356,919,395]
divider-row3 [306,1148,924,1149]
lead-photo-caption: 40 ಸಾವಿರ ಪ್ರತ್ಯೇಕ ಸಂಸ್ಥೆಗಳಿಗೆ ಅಡಿಗಲ್ಲು [296,356,382,364]
section-label: ಮಂಡ್ಯ, ಮೈಸೂರು ನಗರ ಇತರೆ ಜಿಲ್ಲೆಗಳ ಸುದ್ದಿಗಳು [108,50,554,74]
obituaries [24,1148,302,1414]
zameer-ahmed-photo [408,868,482,960]
